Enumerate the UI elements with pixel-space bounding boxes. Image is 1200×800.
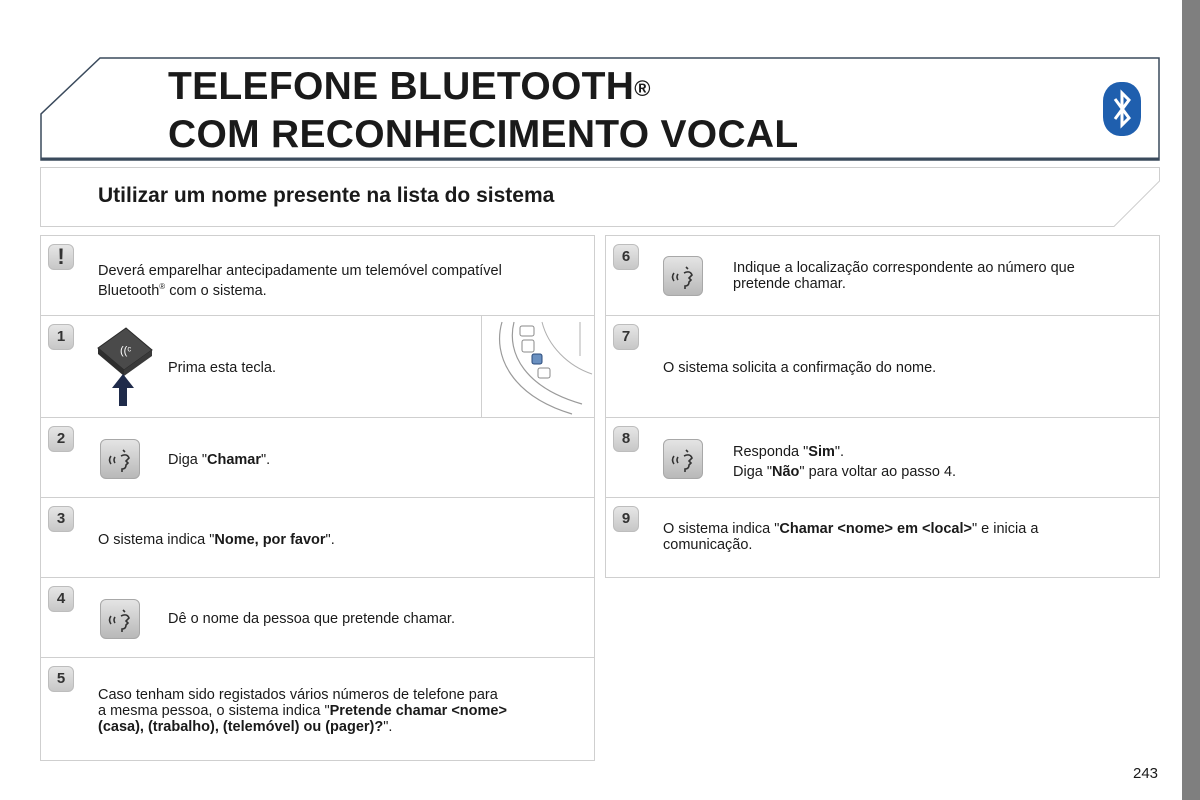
step-8 — [605, 417, 1160, 498]
voice-command-icon — [100, 439, 140, 479]
section-header — [40, 167, 1160, 227]
warning-icon: ! — [48, 244, 74, 270]
step-number: 4 — [48, 586, 74, 612]
voice-command-icon — [663, 439, 703, 479]
step-number: 8 — [613, 426, 639, 452]
step-number: 7 — [613, 324, 639, 350]
step-1 — [40, 315, 595, 418]
step-7 — [605, 315, 1160, 418]
step-6 — [605, 235, 1160, 316]
warning-text: Deverá emparelhar antecipadamente um telemóvel compatível Bluetooth® com o sistema. — [98, 263, 502, 299]
step-text: O sistema indica "Nome, por favor". — [98, 532, 335, 548]
step-4 — [40, 577, 595, 658]
step-3 — [40, 497, 595, 578]
step-text: O sistema indica "Chamar <nome> em <local>" e inicia a comunicação. — [663, 521, 1039, 553]
step-number: 9 — [613, 506, 639, 532]
step-text: Prima esta tecla. — [168, 360, 276, 376]
page-header — [40, 57, 1160, 161]
bluetooth-icon — [1103, 82, 1141, 136]
step-9 — [605, 497, 1160, 578]
step-text: Diga "Chamar". — [168, 452, 271, 468]
section-title: Utilizar um nome presente na lista do sistema — [98, 184, 555, 207]
steering-button-icon — [96, 326, 156, 406]
step-text: Caso tenham sido registados vários números de telefone para a mesma pessoa, o sistema indica "Pretende chamar <nome> (casa), (trabalho), (telemóvel) ou (pager)?". — [98, 687, 507, 735]
page-edge-tab — [1182, 0, 1200, 800]
step-text: O sistema solicita a confirmação do nome. — [663, 360, 937, 376]
voice-command-icon — [663, 256, 703, 296]
voice-command-icon — [100, 599, 140, 639]
step-text: Responda "Sim". Diga "Não" para voltar ao passo 4. — [733, 444, 957, 480]
step-5 — [40, 657, 595, 761]
step-number: 3 — [48, 506, 74, 532]
step-text: Indique a localização correspondente ao número que pretende chamar. — [733, 260, 1075, 292]
step-number: 5 — [48, 666, 74, 692]
step-2 — [40, 417, 595, 498]
page-number: 243 — [1133, 765, 1159, 782]
step-number: 1 — [48, 324, 74, 350]
page-title: TELEFONE BLUETOOTH® COM RECONHECIMENTO VOCAL — [168, 65, 799, 156]
steering-wheel-illustration — [481, 316, 595, 418]
step-text: Dê o nome da pessoa que pretende chamar. — [168, 611, 455, 627]
warning-note — [40, 235, 595, 316]
svg-text:((ᶜ: ((ᶜ — [120, 345, 132, 357]
steering-wheel-icon — [482, 316, 596, 418]
step-number: 2 — [48, 426, 74, 452]
step-number: 6 — [613, 244, 639, 270]
